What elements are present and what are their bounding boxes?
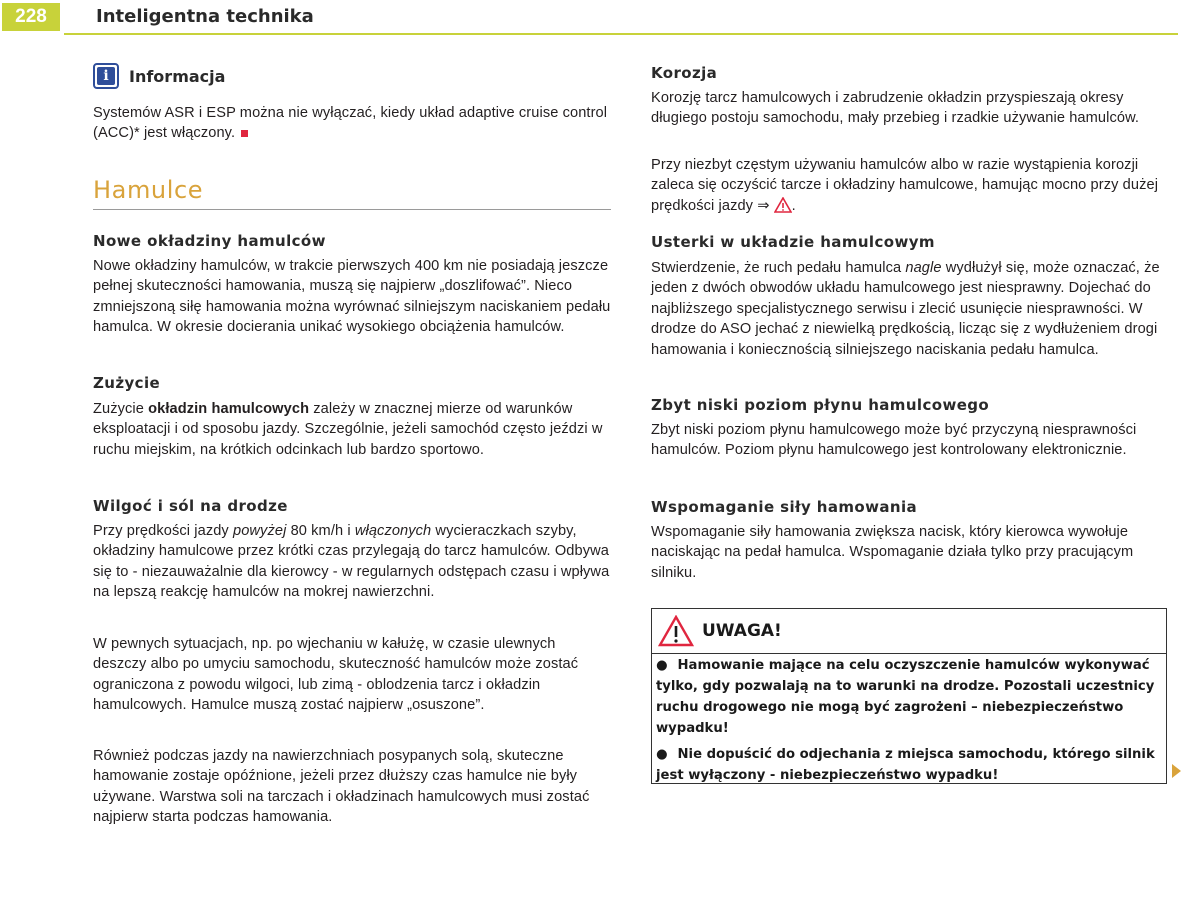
paragraph-new-brake-pads: Nowe okładziny hamulców, w trakcie pierwszych 400 km nie posiadają jeszcze pełnej skuteczności hamowania, muszą się najpierw „doszlifować”. Nieco zmniejszoną siłę hamowania można wyrównać silniejszym naciskaniem pedału hamulca. W okresie docierania unikać wysokiego obciążenia hamulców. <box>93 258 611 336</box>
paragraph-brake-faults: Stwierdzenie, że ruch pedału hamulca nagle wydłużył się, może oznaczać, że jeden z dwóch obwodów układu hamulcowego jest niesprawny. Dojechać do najbliższego specjalistycznego serwisu i zlecić usunięcie niesprawności. W drodze do ASO jechać z niewielką prędkością, licząc się z wydłużeniem drogi hamowania i koniecznością silniejszego naciskania pedału hamulca. <box>651 260 1160 358</box>
paragraph-moisture-salt-2: W pewnych sytuacjach, np. po wjechaniu w kałużę, w czasie ulewnych deszczy albo po umyciu samochodu, skuteczność hamulców może zostać ograniczona z powodu wilgoci, lub zimą - oblodzenia tarcz i okładzin hamulcowych. Hamulce muszą zostać najpierw „osuszone”. <box>93 636 579 714</box>
header-divider <box>64 33 1178 35</box>
paragraph-moisture-salt-1: Przy prędkości jazdy powyżej 80 km/h i włączonych wycieraczkach szyby, okładziny hamulcowe przez krótki czas przylegają do tarcz hamulców. Odbywa się to - niezauważalnie dla kierowcy - w regularnych odstępach czasu i wpływa na lepszą reakcję hamulców na mokrej nawierzchni. <box>93 523 610 601</box>
warning-triangle-icon <box>658 615 694 647</box>
chapter-title: Inteligentna technika <box>96 6 314 27</box>
warning-item: ● Nie dopuścić do odjechania z miejsca samochodu, którego silnik jest wyłączony - niebezpieczeństwo wypadku! <box>656 747 1155 783</box>
warning-triangle-icon <box>774 197 792 213</box>
heading-brake-faults: Usterki w układzie hamulcowym <box>651 233 935 251</box>
heading-new-brake-pads: Nowe okładziny hamulców <box>93 232 326 250</box>
heading-corrosion: Korozja <box>651 64 718 82</box>
heading-low-brake-fluid: Zbyt niski poziom płynu hamulcowego <box>651 396 990 414</box>
warning-item: ● Hamowanie mające na celu oczyszczenie hamulców wykonywać tylko, gdy pozwalają na to warunki na drodze. Pozostali uczestnicy ruchu drogowego nie mogą być zagrożeni – niebezpieczeństwo wypadku! <box>656 658 1155 736</box>
warning-box <box>651 608 1167 784</box>
paragraph-brake-booster: Wspomaganie siły hamowania zwiększa nacisk, który kierowca wywołuje naciskając na pedał hamulca. Wspomaganie działa tylko przy pracującym silniku. <box>651 524 1134 581</box>
page-number: 228 <box>2 3 60 31</box>
paragraph-corrosion-2: Przy niezbyt częstym używaniu hamulców albo w razie wystąpienia korozji zaleca się oczyścić tarcze i okładziny hamulcowe, hamując mocno przy dużej prędkości jazdy ⇒ . <box>651 157 1159 214</box>
end-of-section-mark <box>241 130 248 137</box>
paragraph-corrosion-1: Korozję tarcz hamulcowych i zabrudzenie okładzin przyspieszają okresy długiego postoju samochodu, mały przebieg i rzadkie używanie hamulców. <box>651 90 1140 127</box>
continue-arrow-icon <box>1172 764 1181 778</box>
heading-brake-booster: Wspomaganie siły hamowania <box>651 498 918 516</box>
info-icon: i <box>93 63 119 89</box>
warning-title: UWAGA! <box>702 621 782 641</box>
paragraph-low-brake-fluid: Zbyt niski poziom płynu hamulcowego może być przyczyną niesprawności hamulców. Poziom płynu hamulcowego jest kontrolowany elektronicznie. <box>651 422 1137 459</box>
warning-header <box>652 609 1166 654</box>
info-title: Informacja <box>129 66 226 86</box>
warning-list <box>652 655 1166 791</box>
paragraph-wear: Zużycie okładzin hamulcowych zależy w znacznej mierze od warunków eksploatacji i od sposobu jazdy. Szczególnie, jeżeli samochód często jeździ w ruchu miejskim, na krótkich odcinkach lub bardzo sportowo. <box>93 401 603 458</box>
section-divider <box>93 209 611 210</box>
paragraph-moisture-salt-3: Również podczas jazdy na nawierzchniach posypanych solą, skuteczne hamowanie zostaje opóźnione, jeżeli przez dłuższy czas hamulce nie były używane. Warstwa soli na tarczach i okładzinach hamulcowych musi zostać najpierw starta podczas hamowania. <box>93 748 590 826</box>
heading-wear: Zużycie <box>93 374 161 392</box>
section-title: Hamulce <box>93 176 204 204</box>
info-header <box>93 63 225 89</box>
heading-moisture-salt: Wilgoć i sól na drodze <box>93 497 288 515</box>
info-text: Systemów ASR i ESP można nie wyłączać, kiedy układ adaptive cruise control (ACC)* jest włączony. <box>93 105 608 142</box>
